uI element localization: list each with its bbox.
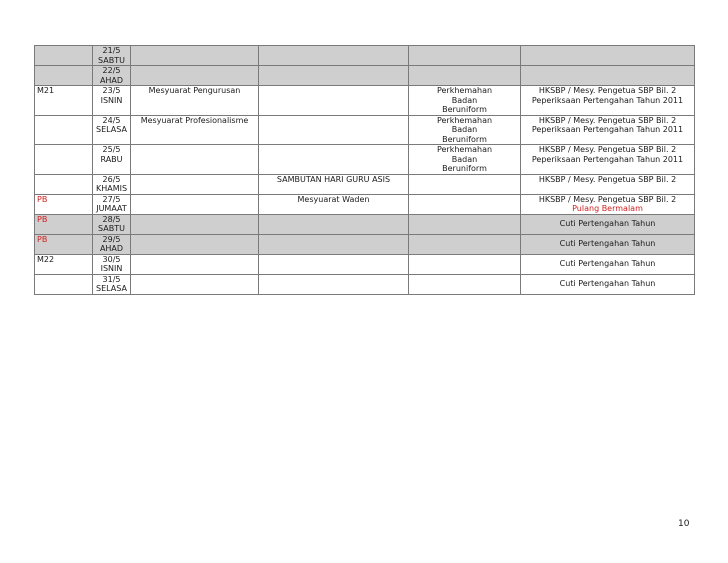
activity-cell — [131, 214, 259, 234]
table-row — [35, 46, 695, 66]
activity-cell — [259, 66, 409, 86]
activity-cell: Cuti Pertengahan Tahun — [521, 214, 695, 234]
week-cell: PB — [35, 214, 93, 234]
week-cell — [35, 174, 93, 194]
date-cell: 30/5 ISNIN — [93, 254, 131, 274]
activity-cell — [409, 214, 521, 234]
week-cell — [35, 274, 93, 294]
activity-cell: HKSBP / Mesy. Pengetua SBP Bil. 2 Peperiksaan Pertengahan Tahun 2011 — [521, 86, 695, 116]
activity-cell — [131, 194, 259, 214]
week-cell — [35, 115, 93, 145]
activity-cell — [131, 145, 259, 175]
activity-cell: Cuti Pertengahan Tahun — [521, 234, 695, 254]
week-cell: PB — [35, 194, 93, 214]
activity-cell — [259, 254, 409, 274]
date-cell: 29/5 AHAD — [93, 234, 131, 254]
schedule-table — [34, 45, 695, 295]
activity-cell: Perkhemahan Badan Beruniform — [409, 145, 521, 175]
table-row — [35, 214, 695, 234]
table-row — [35, 274, 695, 294]
activity-cell — [131, 234, 259, 254]
table-row — [35, 145, 695, 175]
activity-cell: Perkhemahan Badan Beruniform — [409, 86, 521, 116]
activity-cell — [259, 86, 409, 116]
date-cell: 26/5 KHAMIS — [93, 174, 131, 194]
activity-cell: Mesyuarat Waden — [259, 194, 409, 214]
activity-cell: HKSBP / Mesy. Pengetua SBP Bil. 2 — [521, 174, 695, 194]
table-row — [35, 174, 695, 194]
activity-cell: Perkhemahan Badan Beruniform — [409, 115, 521, 145]
activity-cell — [409, 234, 521, 254]
activity-cell: Mesyuarat Pengurusan — [131, 86, 259, 116]
date-cell: 27/5 JUMAAT — [93, 194, 131, 214]
week-cell — [35, 46, 93, 66]
activity-cell — [131, 66, 259, 86]
date-cell: 25/5 RABU — [93, 145, 131, 175]
activity-cell — [409, 274, 521, 294]
table-row — [35, 115, 695, 145]
activity-cell: HKSBP / Mesy. Pengetua SBP Bil. 2 Peperiksaan Pertengahan Tahun 2011 — [521, 115, 695, 145]
activity-cell: Mesyuarat Profesionalisme — [131, 115, 259, 145]
activity-cell — [259, 214, 409, 234]
week-cell: M22 — [35, 254, 93, 274]
activity-cell: SAMBUTAN HARI GURU ASIS — [259, 174, 409, 194]
week-cell — [35, 145, 93, 175]
table-row — [35, 86, 695, 116]
page-number: 10 — [678, 519, 690, 529]
activity-cell: HKSBP / Mesy. Pengetua SBP Bil. 2 Pulang Bermalam — [521, 194, 695, 214]
activity-cell — [409, 66, 521, 86]
activity-cell — [131, 274, 259, 294]
pulang-bermalam-note: Pulang Bermalam — [572, 204, 643, 213]
activity-cell — [131, 174, 259, 194]
date-cell: 28/5 SABTU — [93, 214, 131, 234]
activity-cell — [131, 254, 259, 274]
date-cell: 31/5 SELASA — [93, 274, 131, 294]
table-row — [35, 66, 695, 86]
table-row — [35, 254, 695, 274]
activity-cell — [131, 46, 259, 66]
activity-cell: Cuti Pertengahan Tahun — [521, 274, 695, 294]
activity-cell — [409, 174, 521, 194]
activity-cell — [521, 46, 695, 66]
activity-cell: Cuti Pertengahan Tahun — [521, 254, 695, 274]
activity-cell — [521, 66, 695, 86]
table-row — [35, 194, 695, 214]
week-cell: M21 — [35, 86, 93, 116]
activity-cell — [259, 234, 409, 254]
activity-cell — [259, 145, 409, 175]
activity-cell — [259, 46, 409, 66]
week-cell — [35, 66, 93, 86]
activity-cell — [409, 254, 521, 274]
date-cell: 22/5 AHAD — [93, 66, 131, 86]
date-cell: 23/5 ISNIN — [93, 86, 131, 116]
activity-cell — [259, 274, 409, 294]
activity-cell — [259, 115, 409, 145]
date-cell: 21/5 SABTU — [93, 46, 131, 66]
activity-cell — [409, 46, 521, 66]
date-cell: 24/5 SELASA — [93, 115, 131, 145]
activity-cell — [409, 194, 521, 214]
table-row — [35, 234, 695, 254]
activity-cell: HKSBP / Mesy. Pengetua SBP Bil. 2 Peperiksaan Pertengahan Tahun 2011 — [521, 145, 695, 175]
week-cell: PB — [35, 234, 93, 254]
